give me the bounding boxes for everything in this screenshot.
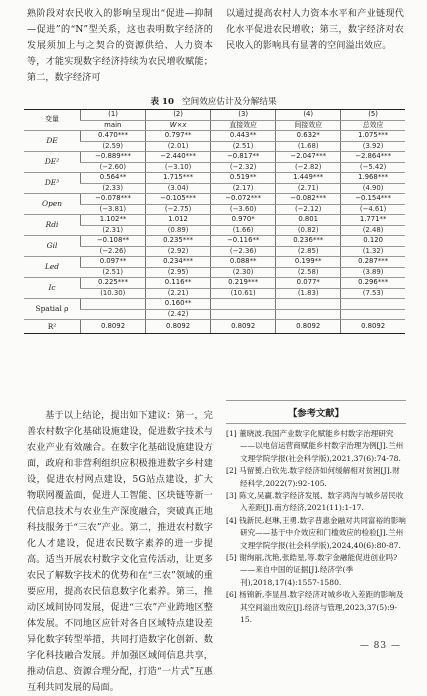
- row-variable: Ic: [24, 278, 81, 299]
- coef-cell: −0.889***: [81, 152, 146, 163]
- tstat-cell: (2.92): [146, 246, 211, 257]
- empty-cell: [81, 299, 146, 310]
- table-row: [24, 131, 405, 142]
- tstat-cell: (−2.82): [276, 162, 341, 173]
- tstat-cell: (−2.26): [81, 246, 146, 257]
- body-text-top-right: [226, 6, 404, 54]
- tstat-cell: (−5.42): [341, 162, 405, 173]
- tstat-cell: (3.92): [341, 141, 405, 152]
- header-variable: 变量: [24, 110, 81, 131]
- paragraph: 熟阶段对农民收入的影响呈现出“促进—抑制—促进”的“N”型关系，这也表明数字经济的发展须加上与之契合的资源供给、人力资本等，才能实现数字经济持续为农民增收赋能；第二，数字经济可: [27, 9, 213, 83]
- table-row: [24, 215, 405, 226]
- reference-item: [4] 钱新民,赵琳,王勇.数字普惠金融对共同富裕的影响研究——基于中介效应和门槛效应的检验[J].兰州文理学院学报(社会科学版),2024,40(6):80-87.: [226, 515, 406, 550]
- tstat-cell: (2.59): [81, 141, 146, 152]
- row-variable: Rdi: [24, 215, 81, 236]
- reference-item: [6] 杨锦新,李显昌.数字经济对城乡收入差距的影响及其空间溢出效应[J].经济与管理,2023,37(5):9-15.: [226, 590, 404, 625]
- row-variable: R²: [24, 320, 81, 334]
- coef-cell: −0.116**: [211, 236, 276, 247]
- tstat-cell: (2.71): [276, 183, 341, 194]
- table-row: [24, 173, 405, 184]
- coef-cell: 0.443**: [211, 131, 276, 142]
- row-variable: DE²: [24, 152, 81, 173]
- coef-cell: 0.564**: [81, 173, 146, 184]
- reference-item: [3] 陈文,吴赢.数字经济发展、数字鸿沟与城乡居民收入差距[J].南方经济,2021(11):1-17.: [226, 491, 404, 513]
- tstat-cell: (−3.81): [81, 204, 146, 215]
- coef-cell: −0.154***: [341, 194, 405, 205]
- paragraph: 基于以上结论，提出如下建议：第一，完善农村数字化基础设施建设，促进数字技术与农业产业有效融合。在数字化基础设施建设方面，政府和非营利组织应积极推进数字乡村建设，促进农村网点建设，5G站点建设，扩大物联网覆盖面，促进人工智能、区块链等新一代信息技术与农业生产深度融合，突破真正地科技服务于“三农”产业。第二，推进农村数字化人才建设，促进农民数字素养的进一步提高。适当开展农村数字文化宣传活动，让更多农民了解数字技术的优势和在“三农”领域的重要应用，提高农民信息数字化素养。第三，推动区域间协同发展，促进“三农”产业跨地区整体发展。不同地区应针对各自区域特点建设差异化数字转型举措，共同打造数字化创新、数字化科技融合发展。并加强区域间信息共享，推动信息、资源合理分配，打造“一片式”互惠互利共同发展的局面。: [27, 411, 213, 693]
- tstat-cell: (−2.32): [211, 162, 276, 173]
- table-number: 表 10: [150, 97, 174, 107]
- row-variable: DE: [24, 131, 81, 152]
- tstat-cell: (2.33): [81, 183, 146, 194]
- tstat-cell: (2.51): [211, 141, 276, 152]
- col-name: 总效应: [341, 120, 405, 131]
- references-title: 【参考文献】: [226, 400, 406, 424]
- coef-cell: 1.012: [146, 215, 211, 226]
- coef-cell: −2.864***: [341, 152, 405, 163]
- coef-cell: −2.047***: [276, 152, 341, 163]
- tstat-cell: (−2.36): [211, 246, 276, 257]
- table-row-tstat: [24, 183, 405, 194]
- tstat-cell: (1.32): [341, 246, 405, 257]
- tstat-cell: (2.31): [81, 225, 146, 236]
- table-row: [24, 320, 405, 334]
- coef-cell: 0.801: [276, 215, 341, 226]
- tstat-cell: (2.21): [146, 288, 211, 299]
- col-name: main: [81, 120, 146, 131]
- tstat-cell: (2.48): [341, 225, 405, 236]
- r2-cell: 0.8092: [81, 320, 146, 334]
- reference-item: [2] 马留赟,白钦先.数字经济如何缓解相对贫困[J].财经科学,2022(7):92-105.: [226, 466, 400, 488]
- table-row-tstat: [24, 225, 405, 236]
- coef-cell: 1.715***: [146, 173, 211, 184]
- tstat-cell: (4.90): [341, 183, 405, 194]
- tstat-cell: (0.82): [276, 225, 341, 236]
- row-variable: Gil: [24, 236, 81, 257]
- tstat-cell: (2.17): [211, 183, 276, 194]
- empty-cell: [276, 299, 341, 310]
- tstat-cell: (1.66): [211, 225, 276, 236]
- tstat-cell: (2.42): [146, 309, 211, 320]
- table-row: [24, 194, 405, 205]
- col-num: (4): [276, 110, 341, 121]
- coef-cell: −0.082***: [276, 194, 341, 205]
- body-text-top-left: [27, 6, 213, 86]
- tstat-cell: (2.95): [146, 267, 211, 278]
- coef-cell: 1.102**: [81, 215, 146, 226]
- r2-cell: 0.8092: [211, 320, 276, 334]
- coef-cell: 0.120: [341, 236, 405, 247]
- table-row-tstat: [24, 309, 405, 320]
- table-title: 空间效应估计及分解结果: [182, 97, 277, 107]
- coef-cell: 0.236***: [276, 236, 341, 247]
- r2-cell: 0.8092: [146, 320, 211, 334]
- r2-cell: 0.8092: [341, 320, 405, 334]
- col-num: (3): [211, 110, 276, 121]
- tstat-cell: (−3.60): [211, 204, 276, 215]
- coef-cell: 0.160**: [146, 299, 211, 310]
- coef-cell: −2.440***: [146, 152, 211, 163]
- table-caption: [0, 95, 427, 107]
- tstat-cell: (3.89): [341, 267, 405, 278]
- reference-item: [1] 董晓波.我国产业数字化赋能乡村数字治理研究——以电信运营商赋能乡村数字治理为例[J].兰州文理学院学报(社会科学版),2021,37(6):74-78.: [226, 429, 404, 463]
- table-row: [24, 299, 405, 310]
- empty-cell: [341, 309, 405, 320]
- coef-cell: −0.105***: [146, 194, 211, 205]
- tstat-cell: (−3.10): [146, 162, 211, 173]
- page-number: — 83 —: [359, 641, 401, 651]
- table-row-tstat: [24, 141, 405, 152]
- empty-cell: [211, 309, 276, 320]
- col-num: (5): [341, 110, 405, 121]
- coef-cell: −0.072***: [211, 194, 276, 205]
- coef-cell: 1.449***: [276, 173, 341, 184]
- coef-cell: 0.199**: [276, 257, 341, 268]
- coef-cell: 0.097**: [81, 257, 146, 268]
- table-row: [24, 257, 405, 268]
- table-row: [24, 236, 405, 247]
- coef-cell: −0.078***: [81, 194, 146, 205]
- coef-cell: 0.797**: [146, 131, 211, 142]
- results-table: [24, 109, 405, 334]
- reference-item: [5] 谢绚丽,沈艳,张皓星,等.数字金融能促进创业吗?——来自中国的证据[J].经济学(季刊),2018,17(4):1557-1580.: [226, 553, 398, 587]
- tstat-cell: (2.85): [276, 246, 341, 257]
- coef-cell: 0.077*: [276, 278, 341, 289]
- empty-cell: [341, 299, 405, 310]
- paragraph: 以通过提高农村人力资本水平和产业链现代化水平促进农民增收；第三，数字经济对农民收入的影响具有显著的空间溢出效应。: [226, 9, 404, 51]
- empty-cell: [81, 309, 146, 320]
- tstat-cell: (10.30): [81, 288, 146, 299]
- coef-cell: 0.970*: [211, 215, 276, 226]
- tstat-cell: (−2.75): [146, 204, 211, 215]
- tstat-cell: (10.61): [211, 288, 276, 299]
- coef-cell: 1.968***: [341, 173, 405, 184]
- tstat-cell: (−2.12): [276, 204, 341, 215]
- table-row: [24, 278, 405, 289]
- coef-cell: 0.632*: [276, 131, 341, 142]
- coef-cell: 0.296***: [341, 278, 405, 289]
- coef-cell: 0.219***: [211, 278, 276, 289]
- table-row: [24, 152, 405, 163]
- coef-cell: 1.075***: [341, 131, 405, 142]
- col-num: (2): [146, 110, 211, 121]
- tstat-cell: (1.68): [276, 141, 341, 152]
- coef-cell: 0.225***: [81, 278, 146, 289]
- tstat-cell: (2.51): [81, 267, 146, 278]
- table-row-tstat: [24, 288, 405, 299]
- tstat-cell: (1.83): [276, 288, 341, 299]
- col-name: W×x: [146, 120, 211, 131]
- row-variable: DE³: [24, 173, 81, 194]
- references-section: [226, 400, 406, 627]
- tstat-cell: (−2.60): [81, 162, 146, 173]
- coef-cell: −0.817**: [211, 152, 276, 163]
- col-num: (1): [81, 110, 146, 121]
- tstat-cell: (2.01): [146, 141, 211, 152]
- col-name: 间接效应: [276, 120, 341, 131]
- table-row-tstat: [24, 204, 405, 215]
- tstat-cell: (0.89): [146, 225, 211, 236]
- tstat-cell: (−4.61): [341, 204, 405, 215]
- tstat-cell: (2.58): [276, 267, 341, 278]
- row-variable: Spatial ρ: [24, 299, 81, 320]
- empty-cell: [276, 309, 341, 320]
- table-row-tstat: [24, 162, 405, 173]
- tstat-cell: (7.53): [341, 288, 405, 299]
- coef-cell: 0.470***: [81, 131, 146, 142]
- tstat-cell: (3.04): [146, 183, 211, 194]
- table-row-tstat: [24, 267, 405, 278]
- row-variable: Open: [24, 194, 81, 215]
- coef-cell: 0.234***: [146, 257, 211, 268]
- body-text-bottom-left: [27, 408, 213, 696]
- empty-cell: [211, 299, 276, 310]
- tstat-cell: (2.30): [211, 267, 276, 278]
- coef-cell: −0.108**: [81, 236, 146, 247]
- coef-cell: 0.519**: [211, 173, 276, 184]
- col-name: 直接效应: [211, 120, 276, 131]
- row-variable: Led: [24, 257, 81, 278]
- coef-cell: 0.116**: [146, 278, 211, 289]
- table-row-tstat: [24, 246, 405, 257]
- r2-cell: 0.8092: [276, 320, 341, 334]
- coef-cell: 1.771**: [341, 215, 405, 226]
- coef-cell: 0.235***: [146, 236, 211, 247]
- coef-cell: 0.088**: [211, 257, 276, 268]
- coef-cell: 0.287***: [341, 257, 405, 268]
